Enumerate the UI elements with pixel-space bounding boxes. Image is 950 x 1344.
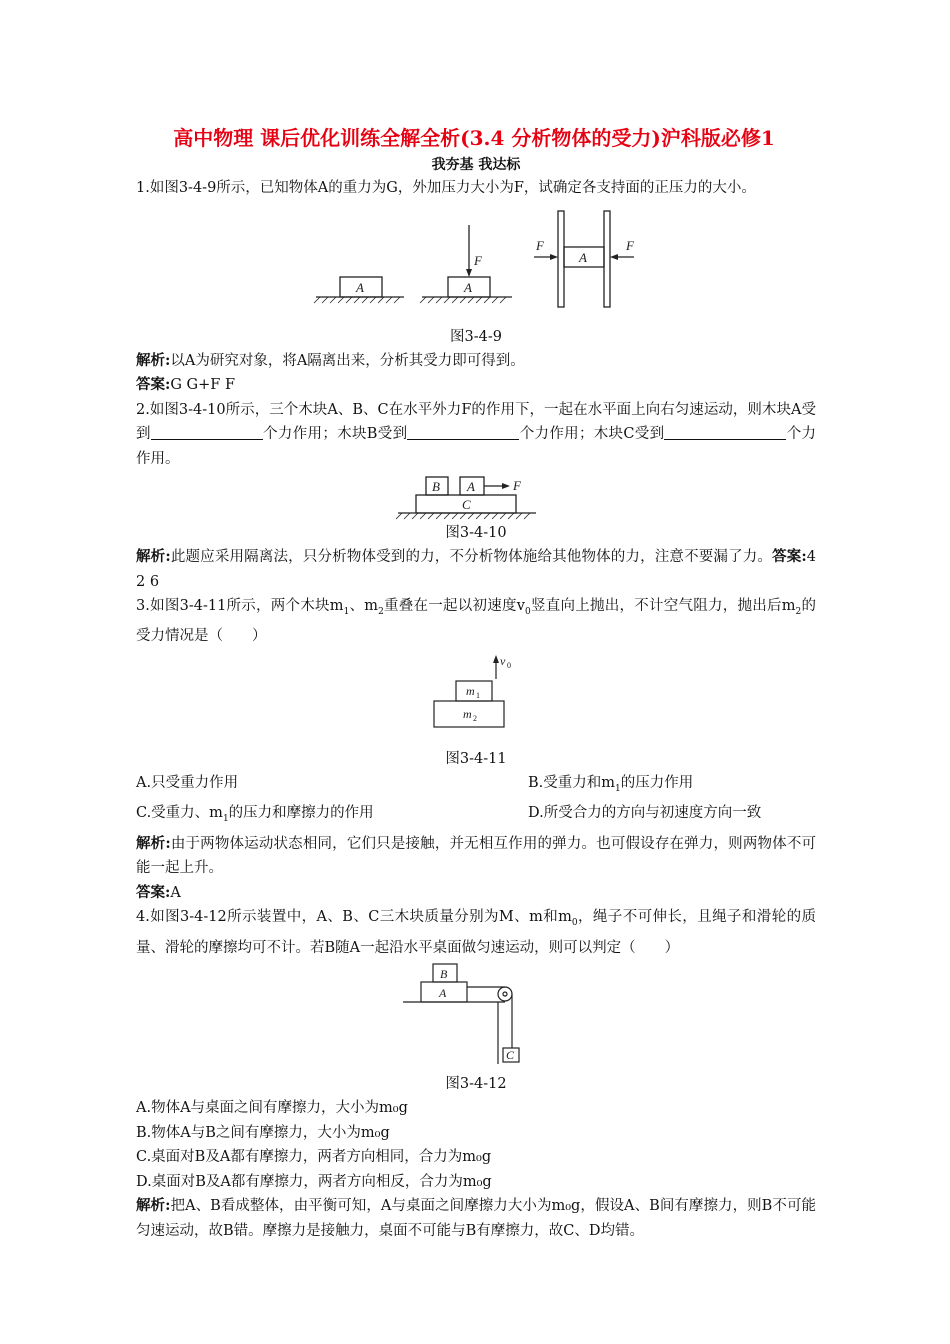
svg-text:2: 2: [473, 713, 477, 723]
option-d[interactable]: D.所受合力的方向与初速度方向一致: [528, 805, 762, 822]
q4-analysis: 解析:把A、B看成整体，由平衡可知，A与桌面之间摩擦力大小为m₀g，假设A、B间有摩擦力，则B不可能匀速运动，故B错。摩擦力是接触力，桌面不可能与B有摩擦力，故C、D均错。: [136, 1197, 816, 1239]
option-a[interactable]: A.只受重力作用: [136, 774, 239, 791]
q3-options: [136, 771, 816, 832]
document-page: [136, 122, 816, 1243]
q1-answer: 答案:G G+F F: [136, 376, 236, 393]
svg-text:A: A: [579, 249, 587, 265]
svg-text:1: 1: [476, 690, 480, 700]
figure-caption: 图3-4-10: [445, 525, 507, 541]
svg-text:B: B: [432, 479, 440, 494]
figure-caption: 图3-4-9: [450, 328, 502, 345]
svg-text:F: F: [536, 237, 544, 253]
q3-analysis: 解析:由于两物体运动状态相同，它们只是接触，并无相互作用的弹力。也可假设存在弹力，则两物体不可能一起上升。: [136, 834, 816, 877]
figure-caption: 图3-4-12: [445, 1076, 507, 1093]
section-subtitle: 我夯基 我达标: [431, 157, 521, 173]
figure-3-4-11: [426, 653, 526, 733]
figure-3-4-10: [396, 473, 556, 521]
svg-text:v: v: [500, 653, 506, 668]
q4-option-c[interactable]: C.桌面对B及A都有摩擦力，两者方向相同，合力为m₀g: [136, 1149, 492, 1166]
figure-3-4-9: [308, 203, 668, 315]
svg-text:A: A: [464, 279, 472, 295]
answer-blank[interactable]: [664, 424, 786, 440]
svg-text:B: B: [440, 967, 448, 982]
option-b[interactable]: B.受重力和$m_1$的压力作用: [528, 774, 694, 794]
q2-analysis: 解析:此题应采用隔离法，只分析物体受到的力，不分析物体施给其他物体的力，注意不要漏了力。答案:4 2 6: [136, 548, 816, 590]
answer-blank[interactable]: [407, 424, 519, 440]
q4-stem: 4.如图3-4-12所示装置中，A、B、C三木块质量分别为M、m和$m_0$，绳子不可伸长，且绳子和滑轮的质量、滑轮的摩擦均可不计。若B随A一起沿水平桌面做匀速运动，则可以判定（ ）: [136, 909, 816, 956]
document-title: 高中物理 课后优化训练全解全析(3.4 分析物体的受力)沪科版必修1: [173, 126, 775, 150]
svg-text:0: 0: [507, 660, 511, 670]
q4-option-d[interactable]: D.桌面对B及A都有摩擦力，两者方向相反，合力为m₀g: [136, 1173, 492, 1190]
svg-text:A: A: [356, 279, 364, 295]
q2-stem: 2.如图3-4-10所示，三个木块A、B、C在水平外力F的作用下，一起在水平面上向右匀速运动，则木块A受到 个力作用；木块B受到 个力作用；木块C受到 个力作用。: [136, 401, 817, 467]
figure-3-4-12: [401, 960, 551, 1064]
q1-analysis: 解析:以A为研究对象，将A隔离出来，分析其受力即可得到。: [136, 351, 525, 369]
svg-text:A: A: [467, 479, 475, 494]
figure-caption: 图3-4-11: [445, 750, 507, 767]
svg-text:C: C: [462, 497, 471, 512]
q1-stem: 1.如图3-4-9所示，已知物体A的重力为G，外加压力大小为F，试确定各支持面的正压力的大小。: [136, 180, 756, 196]
svg-text:m: m: [466, 683, 475, 698]
q3-answer: 答案:A: [136, 883, 181, 901]
svg-text:A: A: [439, 986, 447, 1001]
option-c[interactable]: C.受重力、$m_1$的压力和摩擦力的作用: [136, 805, 374, 825]
svg-text:m: m: [463, 706, 472, 721]
svg-text:F: F: [474, 252, 482, 268]
answer-blank[interactable]: [151, 424, 263, 440]
svg-text:F: F: [513, 478, 521, 493]
q4-option-b[interactable]: B.物体A与B之间有摩擦力，大小为m₀g: [136, 1124, 390, 1141]
svg-text:F: F: [626, 237, 634, 253]
q3-stem: 3.如图3-4-11所示，两个木块$m_1$、$m_2$重叠在一起以初速度$v_0$竖直向上抛出，不计空气阻力，抛出后$m_2$的受力情况是（ ）: [136, 598, 817, 645]
svg-text:C: C: [506, 1048, 515, 1063]
q4-option-a[interactable]: A.物体A与桌面之间有摩擦力，大小为m₀g: [136, 1100, 408, 1117]
